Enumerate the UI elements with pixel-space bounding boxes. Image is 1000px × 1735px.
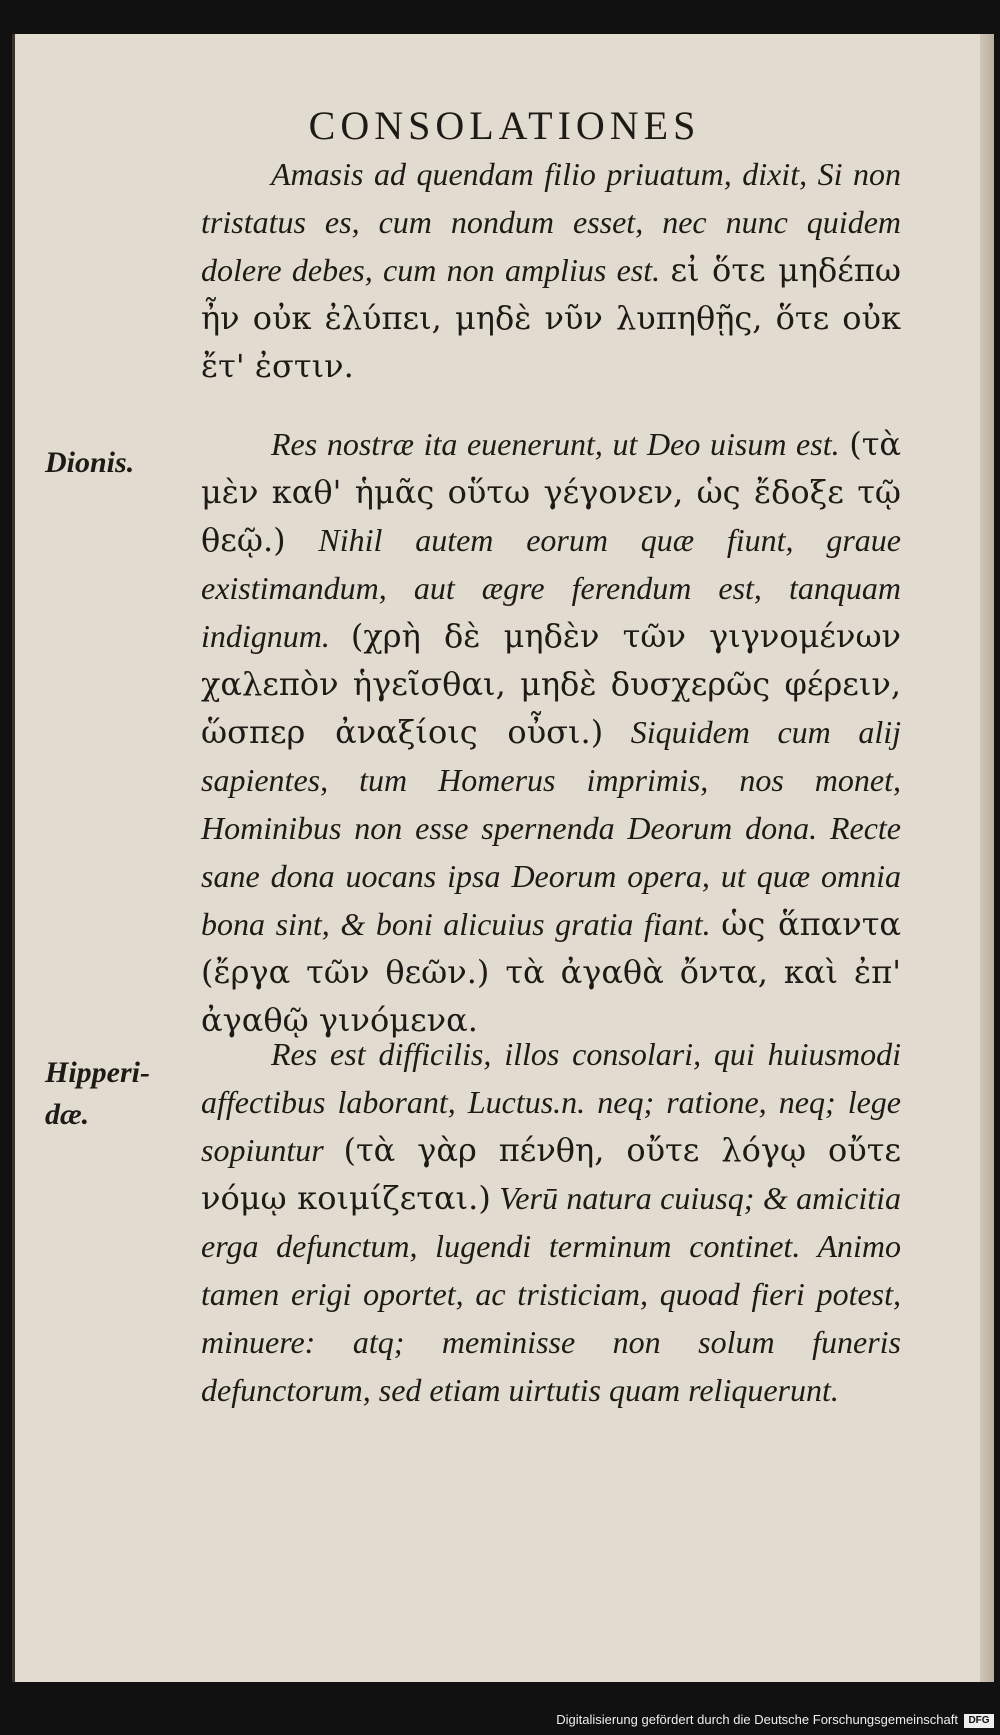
latin-text: Res nostræ ita euenerunt, ut Deo uisum est. [271,426,840,462]
book-page [12,34,994,1682]
latin-text: Siquidem cum alij sapientes, tum Homerus imprimis, nos monet, Hominibus non esse spernenda Deorum dona. Recte sane dona uocans ipsa Deorum opera, ut quæ omnia bona sint, & boni alicuius gratia fiant. [201,714,902,942]
margin-note-dionis: Dionis. [45,446,135,479]
greek-text: ὡς ἅπαντα (ἔργα τῶν θεῶν.) τὰ ἀγαθὰ ὄντα, καὶ ἐπ' ἀγαθῷ γινόμενα. [201,905,902,1039]
latin-text: Nihil autem eorum quæ fiunt, graue existimandum, aut ægre ferendum est, tanquam indignum. [201,522,902,654]
running-head: CONSOLATIONES [308,103,701,148]
latin-text: Verū natura cuiusq; & amicitia erga defunctum, lugendi terminum continet. Animo tamen erigi oportet, ac tristiciam, quoad fieri potest, minuere: atq; meminisse non solum funeris defunctorum, sed etiam uirtutis quam reliquerunt. [201,1180,902,1408]
greek-text: (τὰ γὰρ πένθη, οὔτε λόγῳ οὔτε νόμῳ κοιμίζεται.) [201,1131,902,1217]
latin-text: Amasis ad quendam filio priuatum, dixit, Si non tristatus es, cum nondum esset, nec nunc quidem dolere debes, cum non amplius est. [201,156,901,288]
dfg-logo: DFG [964,1714,994,1728]
paragraph-dionis [201,420,901,1044]
paragraph-hipperidae [201,1030,901,1414]
page-edge [980,34,994,1682]
digitization-credit: Digitalisierung gefördert durch die Deutsche Forschungsgemeinschaft [556,1712,958,1727]
latin-text: Res est difficilis, illos consolari, qui huiusmodi affectibus laborant, Luctus.n. neq; ratione, neq; lege sopiuntur [201,1036,901,1168]
greek-text: (χρὴ δὲ μηδὲν τῶν γιγνομένων χαλεπὸν ἡγεῖσθαι, μηδὲ δυσχερῶς φέρειν, ὥσπερ ἀναξίοις οὖσι.) [201,617,902,751]
margin-note-hipperidae: Hipperi-dæ. [45,1056,150,1131]
greek-text: εἰ ὅτε μηδέπω ἦν οὐκ ἐλύπει, μηδὲ νῦν λυπηθῇς, ὅτε οὐκ ἔτ' ἐστιν. [201,251,902,385]
greek-text: (τὰ μὲν καθ' ἡμᾶς οὕτω γέγονεν, ὡς ἔδοξε τῷ θεῷ.) [201,425,902,559]
paragraph-amasis [201,150,901,390]
